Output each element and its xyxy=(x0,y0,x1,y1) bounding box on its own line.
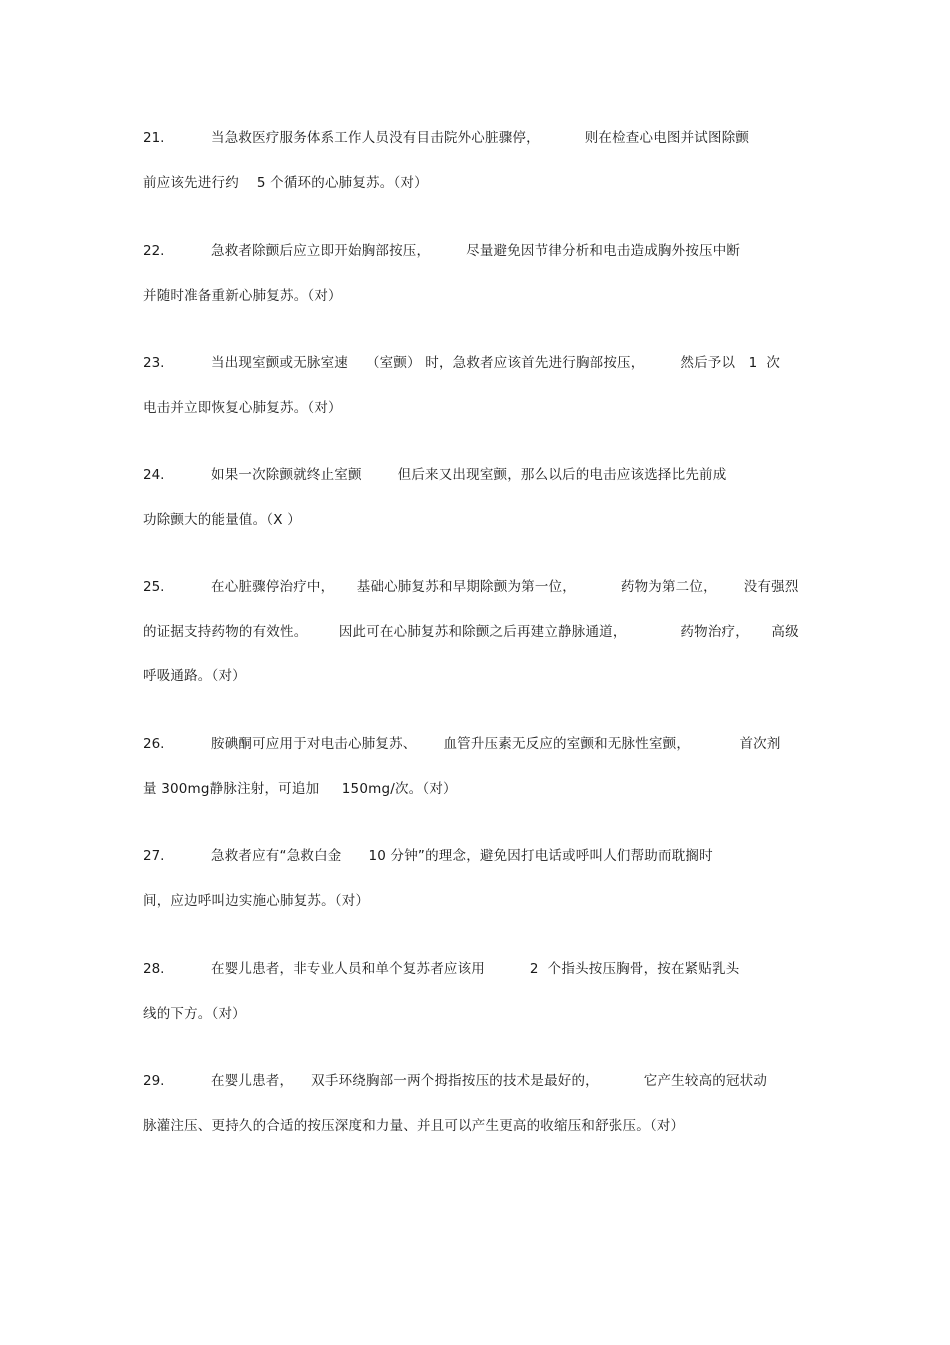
question-text-line: 当急救医疗服务体系工作人员没有目击院外心脏骤停， 则在检查心电图并试图除颤 xyxy=(211,130,750,146)
question-text-line: 胺碘酮可应用于对电击心肺复苏、 血管升压素无反应的室颤和无脉性室颤， 首次剂 xyxy=(211,736,781,752)
question-number: 29. xyxy=(143,1073,165,1089)
question-text-line: 的证据支持药物的有效性。 因此可在心肺复苏和除颤之后再建立静脉通道， 药物治疗， 高级 xyxy=(143,624,799,640)
question-number: 27. xyxy=(143,848,165,864)
question-text-line: 功除颤大的能量值。（X ） xyxy=(143,512,301,528)
question-text-line: 在婴儿患者， 双手环绕胸部一两个拇指按压的技术是最好的， 它产生较高的冠状动 xyxy=(211,1073,768,1089)
question-text-line: 呼吸通路。（对） xyxy=(143,668,246,684)
question-number: 26. xyxy=(143,736,165,752)
question-text-line: 急救者应有“急救白金 10 分钟”的理念，避免因打电话或呼叫人们帮助而耽搁时 xyxy=(211,848,713,864)
question-number: 22. xyxy=(143,243,165,259)
question-text-line: 脉灌注压、更持久的合适的按压深度和力量、并且可以产生更高的收缩压和舒张压。（对） xyxy=(143,1118,685,1134)
question-text-line: 急救者除颤后应立即开始胸部按压， 尽量避免因节律分析和电击造成胸外按压中断 xyxy=(211,243,741,259)
question-text-line: 线的下方。（对） xyxy=(143,1006,246,1022)
question-number: 23. xyxy=(143,355,165,371)
question-text-line: 如果一次除颤就终止室颤 但后来又出现室颤，那么以后的电击应该选择比先前成 xyxy=(211,467,727,483)
question-text-line: 在心脏骤停治疗中， 基础心肺复苏和早期除颤为第一位， 药物为第二位， 没有强烈 xyxy=(211,579,799,595)
question-text-line: 在婴儿患者，非专业人员和单个复苏者应该用 2 个指头按压胸骨，按在紧贴乳头 xyxy=(211,961,740,977)
question-number: 28. xyxy=(143,961,165,977)
question-text-line: 前应该先进行约 5 个循环的心肺复苏。（对） xyxy=(143,175,428,191)
question-text-line: 量 300mg静脉注射，可追加 150mg/次。（对） xyxy=(143,781,457,797)
question-number: 25. xyxy=(143,579,165,595)
question-number: 24. xyxy=(143,467,165,483)
question-text-line: 电击并立即恢复心肺复苏。（对） xyxy=(143,400,342,416)
question-number: 21. xyxy=(143,130,165,146)
question-text-line: 当出现室颤或无脉室速 （室颤） 时，急救者应该首先进行胸部按压， 然后予以 1 次 xyxy=(211,355,781,371)
question-text-line: 并随时准备重新心肺复苏。（对） xyxy=(143,288,342,304)
question-text-line: 间，应边呼叫边实施心肺复苏。（对） xyxy=(143,893,370,909)
